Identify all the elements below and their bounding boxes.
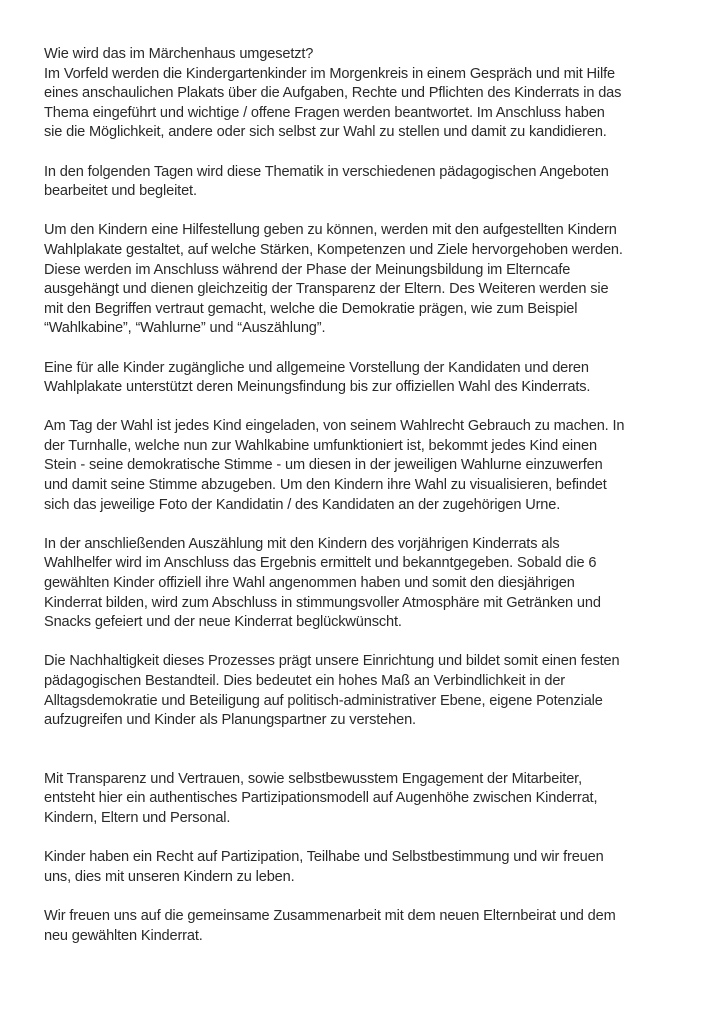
text-line: ausgehängt und dienen gleichzeitig der Transparenz der Eltern. Des Weiteren werden sie: [44, 281, 609, 298]
text-line: mit den Begriffen vertraut gemacht, welche die Demokratie prägen, wie zum Beispiel: [44, 300, 578, 317]
text-line: Die Nachhaltigkeit dieses Prozesses prägt unsere Einrichtung und bildet somit einen festen: [44, 653, 620, 670]
text-line: Kinderrat bilden, wird zum Abschluss in stimmungsvoller Atmosphäre mit Getränken und: [44, 594, 601, 611]
text-line: Wahlplakate unterstützt deren Meinungsfindung bis zur offiziellen Wahl des Kinderrats.: [44, 379, 591, 396]
intro-heading: Wie wird das im Märchenhaus umgesetzt?: [44, 46, 314, 62]
text-line: Alltagsdemokratie und Beteiligung auf politisch-administrativer Ebene, eigene Potenziale: [44, 692, 603, 709]
text-line: neu gewählten Kinderrat.: [44, 927, 203, 944]
text-line: Am Tag der Wahl ist jedes Kind eingeladen, von seinem Wahlrecht Gebrauch zu machen. In: [44, 418, 625, 435]
text-line: Um den Kindern eine Hilfestellung geben zu können, werden mit den aufgestellten Kindern: [44, 222, 617, 239]
text-line: Diese werden im Anschluss während der Phase der Meinungsbildung im Elterncafe: [44, 261, 571, 278]
text-line: Wahlhelfer wird im Anschluss das Ergebnis ermittelt und bekanntgegeben. Sobald die 6: [44, 555, 597, 572]
text-line: entsteht hier ein authentisches Partizipationsmodell auf Augenhöhe zwischen Kinderrat,: [44, 790, 598, 807]
text-line: Wahlplakate gestaltet, auf welche Stärken, Kompetenzen und Ziele hervorgehoben werden.: [44, 241, 623, 258]
text-line: Thema eingeführt und wichtige / offene Fragen werden beantwortet. Im Anschluss haben: [44, 104, 605, 121]
paragraph-sustainability: [44, 652, 704, 730]
paragraph-candidate-presentation: [44, 359, 704, 398]
text-line: gewählten Kinder offiziell ihre Wahl angenommen haben und somit den diesjährigen: [44, 575, 575, 592]
text-line: In der anschließenden Auszählung mit den Kindern des vorjährigen Kinderrats als: [44, 535, 560, 552]
paragraph-transparency: [44, 770, 704, 829]
paragraph-following-days: [44, 163, 704, 202]
text-line: Kindern, Eltern und Personal.: [44, 809, 231, 826]
text-line: Mit Transparenz und Vertrauen, sowie selbstbewusstem Engagement der Mitarbeiter,: [44, 770, 582, 787]
document-body: [44, 45, 704, 966]
text-line: “Wahlkabine”, “Wahlurne” und “Auszählung”.: [44, 320, 326, 337]
text-line: sich das jeweilige Foto der Kandidatin / des Kandidaten an der zugehörigen Urne.: [44, 496, 561, 513]
text-line: bearbeitet und begleitet.: [44, 183, 197, 200]
text-line: Im Vorfeld werden die Kindergartenkinder im Morgenkreis in einem Gespräch und mit Hilfe: [44, 65, 615, 82]
text-line: Stein - seine demokratische Stimme - um diesen in der jeweiligen Wahlurne einzuwerfen: [44, 457, 603, 474]
text-line: Wir freuen uns auf die gemeinsame Zusammenarbeit mit dem neuen Elternbeirat und dem: [44, 907, 616, 924]
text-line: Eine für alle Kinder zugängliche und allgemeine Vorstellung der Kandidaten und deren: [44, 359, 589, 376]
text-line: Snacks gefeiert und der neue Kinderrat beglückwünscht.: [44, 614, 402, 631]
text-line: aufzugreifen und Kinder als Planungspartner zu verstehen.: [44, 712, 416, 729]
text-line: eines anschaulichen Plakats über die Aufgaben, Rechte und Pflichten des Kinderrats in das: [44, 85, 622, 102]
text-line: pädagogischen Bestandteil. Dies bedeutet ein hohes Maß an Verbindlichkeit in der: [44, 673, 566, 689]
paragraph-children-rights: [44, 848, 704, 887]
paragraph-vote-count: [44, 535, 704, 633]
text-line: sie die Möglichkeit, andere oder sich selbst zur Wahl zu stellen und damit zu kandidieren.: [44, 124, 607, 141]
paragraph-intro: [44, 45, 704, 143]
paragraph-election-posters: [44, 221, 704, 339]
text-line: der Turnhalle, welche nun zur Wahlkabine umfunktioniert ist, bekommt jedes Kind einen: [44, 437, 597, 454]
text-line: In den folgenden Tagen wird diese Thematik in verschiedenen pädagogischen Angeboten: [44, 163, 609, 180]
paragraph-election-day: [44, 417, 704, 515]
paragraph-closing: [44, 907, 704, 946]
text-line: Kinder haben ein Recht auf Partizipation, Teilhabe und Selbstbestimmung und wir freuen: [44, 849, 604, 866]
text-line: und damit seine Stimme abzugeben. Um den Kindern ihre Wahl zu visualisieren, befindet: [44, 477, 607, 494]
text-line: uns, dies mit unseren Kindern zu leben.: [44, 868, 295, 885]
